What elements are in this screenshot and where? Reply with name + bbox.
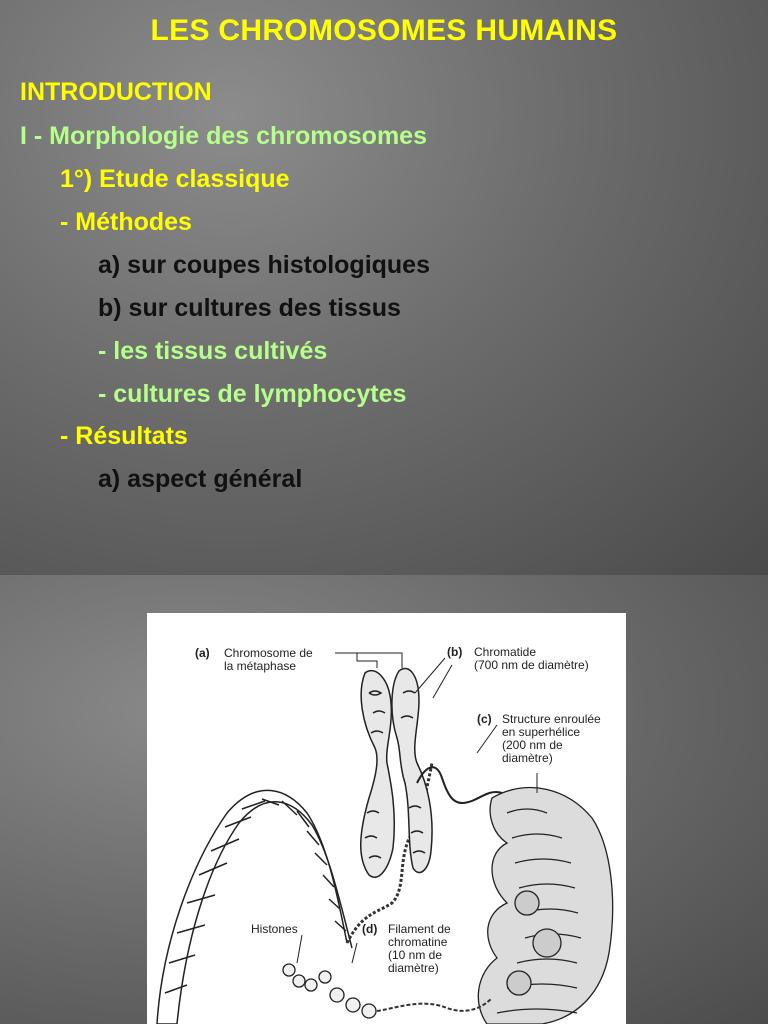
label-b-tag: (b) (447, 645, 463, 659)
slide-2 (0, 575, 768, 1024)
dna-helix (157, 790, 352, 1024)
label-d-line3: (10 nm de (388, 948, 443, 962)
label-c-tag: (c) (477, 712, 492, 726)
label-d-line1: Filament de (388, 922, 451, 936)
chromosome-structure-figure (147, 613, 626, 1024)
label-histones: Histones (251, 922, 298, 936)
label-a-line2: la métaphase (224, 659, 297, 673)
outline-item-tissus-cultives: - les tissus cultivés (98, 337, 328, 365)
label-d-line4: diamètre) (388, 961, 439, 975)
outline-introduction: INTRODUCTION (20, 78, 212, 106)
label-c-line4: diamètre) (502, 751, 553, 765)
outline-methodes: - Méthodes (60, 208, 192, 236)
label-d-tag: (d) (362, 922, 378, 936)
outline-section-1: I - Morphologie des chromosomes (20, 122, 427, 150)
outline-item-aspect-general: a) aspect général (98, 465, 303, 493)
label-a-tag: (a) (195, 646, 210, 660)
outline-item-cultures: b) sur cultures des tissus (98, 294, 401, 322)
histone-beads (283, 964, 376, 1018)
outline-item-coupes: a) sur coupes histologiques (98, 251, 430, 279)
label-c-line1: Structure enroulée (502, 712, 601, 726)
label-c-line2: en superhélice (502, 725, 581, 739)
label-a-line1: Chromosome de (224, 646, 313, 660)
label-d-line2: chromatine (388, 935, 448, 949)
label-b-line1: Chromatide (474, 645, 537, 659)
outline-subsection-1: 1°) Etude classique (60, 165, 290, 193)
metaphase-chromosome (361, 669, 432, 878)
label-c-line3: (200 nm de (502, 738, 563, 752)
slide-title: LES CHROMOSOMES HUMAINS (150, 14, 618, 47)
label-b-line2: (700 nm de diamètre) (474, 658, 589, 672)
chromosome-illustration (147, 613, 626, 1024)
outline-resultats: - Résultats (60, 422, 188, 450)
outline-item-lymphocytes: - cultures de lymphocytes (98, 380, 407, 408)
supercoil-structure (478, 788, 612, 1024)
